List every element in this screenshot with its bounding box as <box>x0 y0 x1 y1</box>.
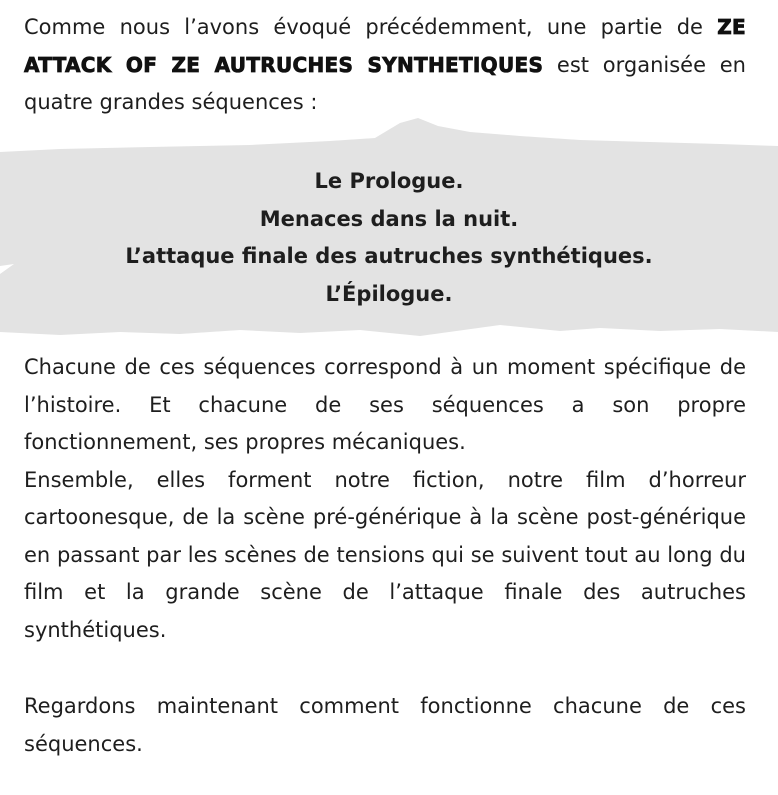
body-paragraph-2: Ensemble, elles forment notre fiction, notre film d’horreur cartoonesque, de la scène pré-générique à la scène post-générique en passant par les scènes de tensions qui se suivent tout au long du film et la grande scène de l’attaque finale des autruches synthétiques. <box>24 467 746 642</box>
sequence-item-epilogue: L’Épilogue. <box>325 281 453 306</box>
game-title: ZE ATTACK OF ZE AUTRUCHES SYNTHETIQUES <box>24 15 746 77</box>
sequence-item-menaces: Menaces dans la nuit. <box>259 206 519 231</box>
closing-paragraph: Regardons maintenant comment fonctionne chacune de ces séquences. <box>24 694 746 756</box>
body-section <box>24 349 746 649</box>
sequence-list <box>0 163 778 313</box>
sequence-item-prologue: Le Prologue. <box>314 169 464 193</box>
intro-text-before: Comme nous l’avons évoqué précédemment, une partie de <box>24 15 718 39</box>
intro-text-after: est organisée en quatre grandes séquences : <box>24 52 746 114</box>
sequence-item-attaque-finale: L’attaque finale des autruches synthétiques. <box>125 244 653 268</box>
sequence-highlight-band <box>0 118 778 348</box>
intro-paragraph <box>24 9 746 122</box>
body-paragraph-1: Chacune de ces séquences correspond à un moment spécifique de l’histoire. Et chacune de ses séquences a son propre fonctionnement, ses propres mécaniques. <box>24 355 746 454</box>
